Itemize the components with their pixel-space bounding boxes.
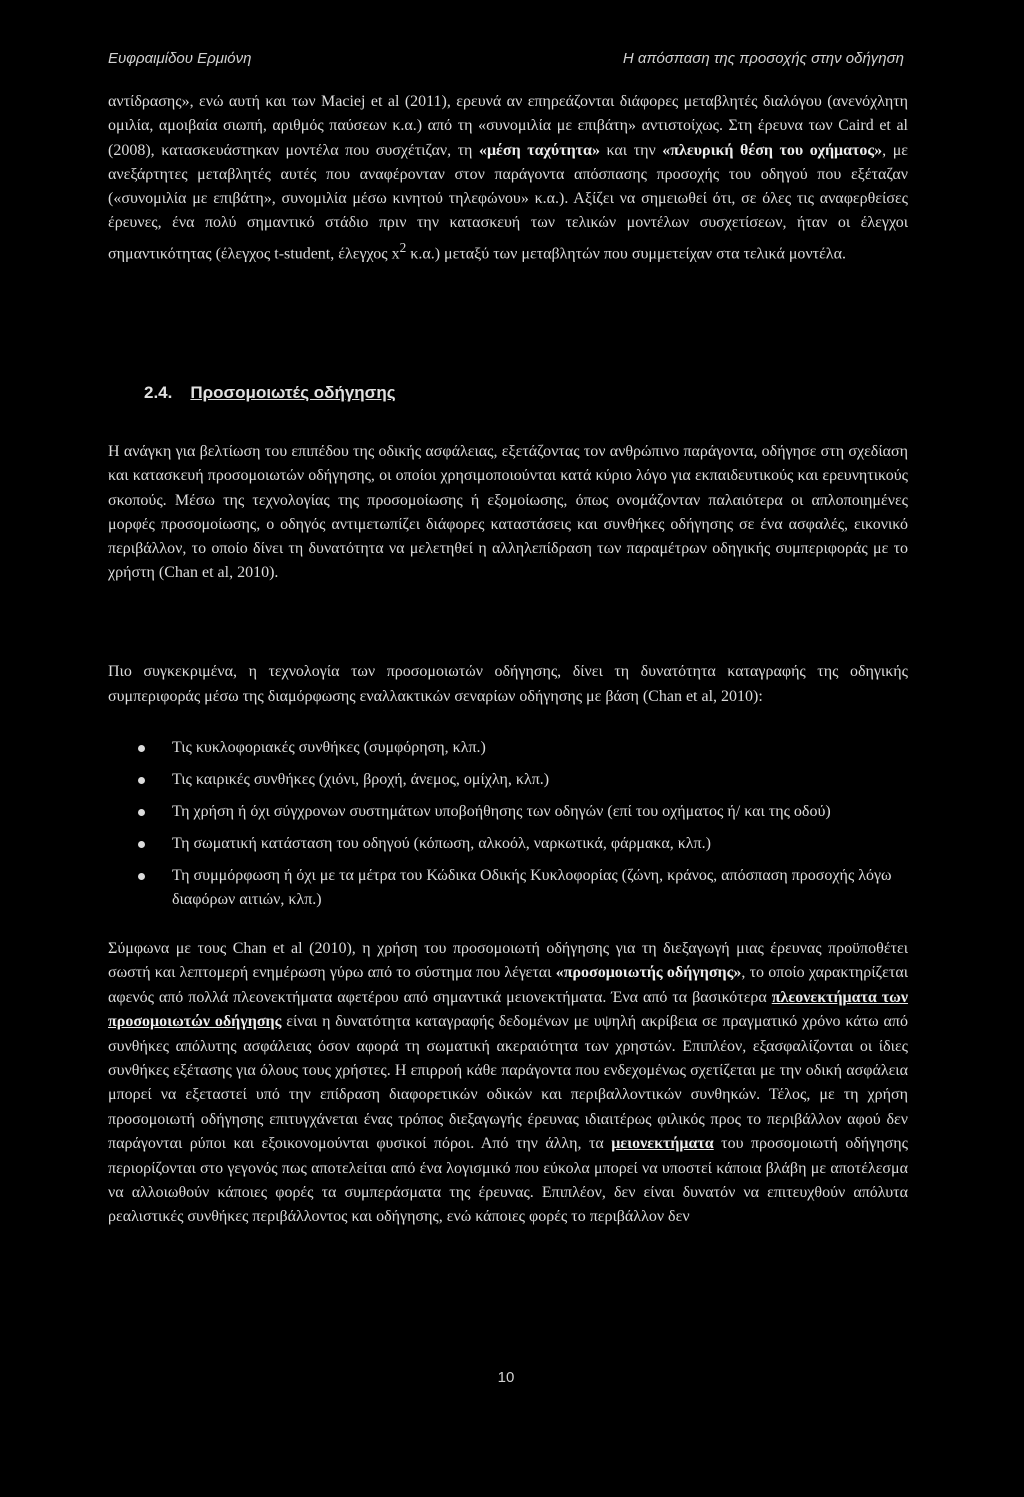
section-number: 2.4. [144,383,173,402]
bullet-list [108,736,908,920]
text-run: Σύμφωνα με τους Chan et al (2010), η χρήση του προσομοιωτή οδήγησης για τη διεξαγωγή μιας έρευνας προϋποθέτει σωστή και λεπτομερή ενημέρωση γύρω από το σύστημα που λέγεται [108,940,908,982]
text-run: είναι η δυνατότητα καταγραφής δεδομένων με υψηλή ακρίβεια σε πραγματικό χρόνο κάτω από συνθήκες απόλυτης ασφάλειας όσον αφορά τη σωματική ακεραιότητα των χρηστών. Επιπλέον, εξασφαλίζονται οι ίδιες συνθήκες εξέτασης για όλους τους χρήστες. Η επιρροή κάθε παράγοντα που ενδεχομένως σχετίζεται με την οδική ασφάλεια μπορεί να εξεταστεί υπό την επίδραση διαφορετικών οδικών και περιβαλλοντικών συνθηκών. Τέλος, με τη χρήση προσομοιωτή οδήγησης επιτυγχάνεται ένας τρόπος διεξαγωγής έρευνας ιδιαιτέρως φιλικός προς το περιβάλλον αφού δεν παράγονται ρύποι και εξοικονομούνται φυσικοί πόροι. Από την άλλη, τα [108,1013,908,1153]
text-run: , με ανεξάρτητες μεταβλητές αυτές που αναφέρονταν στον παράγοντα απόσπασης προσοχής του οδηγού που εξέταζαν («συνομιλία με επιβάτη», συνομιλία μέσω κινητού τηλεφώνου» κ.α.). Αξίζει να σημειωθεί ότι, σε όλες τις αναφερθείσες έρευνες, ένα πολύ σημαντικό στάδιο πριν την κατασκευή των τελικών μοντέλων συσχετίσεων, ήταν οι έλεγχοι σημαντικότητας (έλεγχος t-student, έλεγχος x [108,141,909,263]
list-item: Τη χρήση ή όχι σύγχρονων συστημάτων υποβοήθησης των οδηγών (επί του οχήματος ή/ και της οδού) [108,800,908,825]
header-title: Η απόσπαση της προσοχής στην οδήγηση [622,50,904,67]
text-run: του προσομοιωτή οδήγησης περιορίζονται στο γεγονός πως αποτελείται από ένα λογισμικό που εύκολα μπορεί να υποστεί κάποια βλάβη με αποτέλεσμα να αλλοιωθούν κάποιες φορές τα συμπεράσματα της έρευνας. Επιπλέον, δεν είναι δυνατόν να επιτευχθούν απόλυτα ρεαλιστικές συνθήκες περιβάλλοντος και οδήγησης, ενώ κάποιες φορές το περιβάλλον δεν [108,1135,908,1226]
bold-term: «πλευρική θέση του οχήματος» [662,141,883,159]
header-author: Ευφραιμίδου Ερμιόνη [108,50,252,67]
paragraph-specifics: Πιο συγκεκριμένα, η τεχνολογία των προσομοιωτών οδήγησης, δίνει τη δυνατότητα καταγραφής της οδηγικής συμπεριφοράς μέσω της διαμόρφωσης εναλλακτικών σεναρίων οδήγησης με βάση (Chan et al, 2010): [108,663,908,705]
section-title: Προσομοιωτές οδήγησης [190,383,396,402]
paragraph-need: Η ανάγκη για βελτίωση του επιπέδου της οδικής ασφάλειας, εξετάζοντας τον ανθρώπινο παράγοντα, οδήγησε στη σχεδίαση και κατασκευή προσομοιωτών οδήγησης, οι οποίοι χρησιμοποιούνται κατά κύριο λόγο για εκπαιδευτικούς και ερευνητικούς σκοπούς. Μέσω της τεχνολογίας της προσομοίωσης ή εξομοίωσης, όπως ονομάζονταν παλαιότερα οι απλοποιημένες μορφές προσομοίωσης, ο οδηγός αντιμετωπίζει διάφορες καταστάσεις και συνθήκες οδήγησης σε ένα ασφαλές, εικονικό περιβάλλον, το οποίο δίνει τη δυνατότητα να μελετηθεί η αλληλεπίδραση των παραμέτρων οδηγικής συμπεριφοράς με το χρήστη (Chan et al, 2010). [108,443,908,582]
text-run: κ.α.) μεταξύ των μεταβλητών που συμμετείχαν στα τελικά μοντέλα. [406,245,846,263]
bold-term: «προσομοιωτής οδήγησης» [555,964,742,982]
text-run: και την [599,141,663,159]
bold-term: «μέση ταχύτητα» [478,141,600,159]
section-heading [144,383,396,403]
paragraph-intro [108,90,908,266]
list-item: Τη συμμόρφωση ή όχι με τα μέτρα του Κώδικα Οδικής Κυκλοφορίας (ζώνη, κράνος, απόσπαση προσοχής λόγω διαφόρων αιτιών, κλπ.) [108,864,908,913]
bold-underlined-term: πλεονεκτήματα των προσομοιωτών οδήγησης [108,988,909,1031]
page-number: 10 [497,1369,515,1386]
text-run: αντίδρασης», ενώ αυτή και των Maciej et al (2011), ερευνά αν επηρεάζονται διάφορες μεταβλητές διαλόγου (ανενόχλητη ομιλία, αμοιβαία σιωπή, αριθμός παύσεων κ.α.) από τη «συνομιλία με επιβάτη» αντιστοίχως. Στη έρευνα των Caird et al (2008), κατασκευάστηκαν μοντέλα που συσχέτιζαν, τη [108,93,908,159]
list-item: Τις καιρικές συνθήκες (χιόνι, βροχή, άνεμος, ομίχλη, κλπ.) [108,768,908,793]
bold-underlined-term: μειονεκτήματα [611,1135,714,1153]
list-item: Τη σωματική κατάσταση του οδηγού (κόπωση, αλκοόλ, ναρκωτικά, φάρμακα, κλπ.) [108,832,908,857]
paragraph-pros-cons [108,937,908,1230]
superscript: 2 [399,239,407,255]
text-run: , το οποίο χαρακτηρίζεται αφενός από πολλά πλεονεκτήματα αφετέρου από σημαντικά μειονεκτήματα. Ένα από τα βασικότερα [108,964,909,1006]
list-item: Τις κυκλοφοριακές συνθήκες (συμφόρηση, κλπ.) [108,736,908,761]
